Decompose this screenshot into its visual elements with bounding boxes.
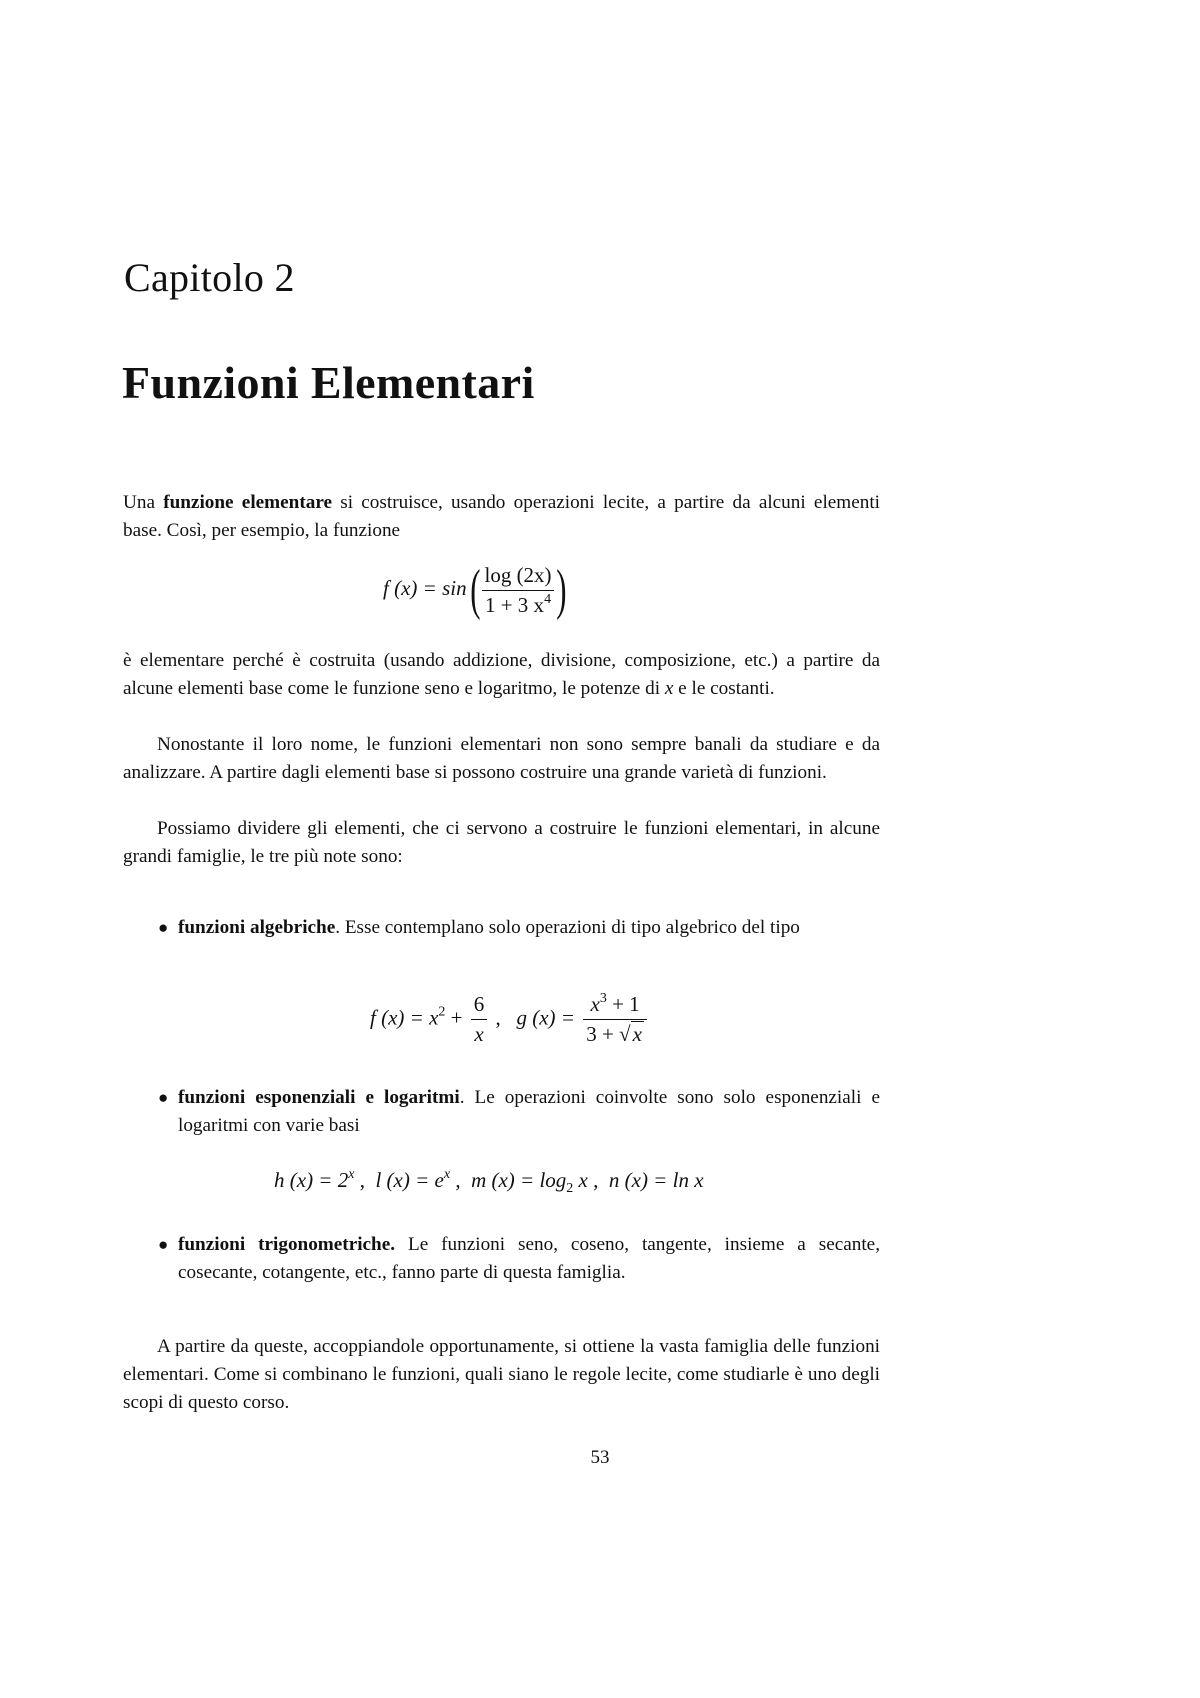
g-numerator	[587, 992, 642, 1019]
list-item-text	[178, 914, 880, 942]
equation-main-numerator: log (2x)	[484, 562, 552, 587]
intro-bold-term: funzione elementare	[163, 492, 333, 513]
separator: ,	[587, 1168, 599, 1192]
list-item-bold: funzioni esponenziali e logaritmi	[178, 1087, 460, 1108]
g-den-radicand: x	[632, 1022, 642, 1046]
list-item-text	[178, 1231, 880, 1287]
chapter-title: Funzioni Elementari	[122, 357, 535, 408]
f-fraction	[471, 992, 488, 1047]
equation-main-fraction	[481, 563, 554, 618]
h-exp: x	[348, 1167, 355, 1182]
g-num-rest: + 1	[606, 992, 640, 1016]
equation-algebraic	[370, 992, 650, 1047]
paragraph-1-text-b: e le costanti.	[673, 678, 775, 699]
left-paren: (	[470, 559, 481, 621]
n-function: n (x) = ln x	[608, 1168, 704, 1192]
g-fraction	[583, 992, 647, 1047]
paragraph-1-var: x	[664, 678, 674, 699]
f-lhs: f (x) = x	[370, 1005, 439, 1030]
g-denominator	[583, 1019, 647, 1047]
bullet-icon: ●	[158, 1235, 169, 1254]
equation-main-denominator-exp: 4	[544, 591, 552, 607]
list-item-bold: funzioni algebriche	[178, 917, 336, 938]
bullet-icon: ●	[158, 918, 169, 937]
equation-main	[383, 559, 567, 621]
page-number: 53	[590, 1447, 610, 1468]
paragraph-1-text-a: è elementare perché è costruita (usando addizione, divisione, composizione, etc.) a partire da alcune elementi base come le funzione seno e logaritmo, le potenze di	[123, 650, 880, 699]
equation-main-denominator	[482, 590, 554, 618]
paragraph-1	[123, 647, 880, 703]
bullet-icon: ●	[158, 1088, 169, 1107]
list-item-body: Le funzioni seno, coseno, tangente, insieme a secante, cosecante, cotangente, etc., fanno parte di questa famiglia.	[178, 1234, 880, 1283]
h-function: h (x) = 2	[274, 1168, 349, 1192]
chapter-label: Capitolo 2	[124, 255, 295, 300]
paragraph-2: Nonostante il loro nome, le funzioni elementari non sono sempre banali da studiare e da analizzare. A partire dagli elementi base si possono costruire una grande varietà di funzioni.	[123, 734, 880, 783]
intro-text-b: si costruisce, usando operazioni lecite, a partire da alcuni elementi base. Così, per esempio, la funzione	[123, 492, 880, 541]
m-sub: 2	[566, 1181, 574, 1196]
l-function: l (x) = e	[375, 1168, 444, 1192]
list-item-bold: funzioni trigonometriche.	[178, 1234, 396, 1255]
f-denominator: x	[471, 1019, 486, 1047]
separator: ,	[450, 1168, 461, 1192]
f-numerator: 6	[473, 992, 485, 1016]
g-den-base: 3 + √	[586, 1022, 631, 1046]
separator: ,	[490, 1005, 501, 1030]
right-paren: )	[555, 559, 567, 621]
equation-main-lhs: f (x) = sin	[383, 575, 467, 600]
m-function: m (x) = log	[471, 1168, 567, 1192]
m-end: x	[573, 1168, 588, 1192]
intro-text-a: Una	[123, 492, 164, 513]
l-exp: x	[443, 1167, 451, 1182]
closing-paragraph: A partire da queste, accoppiandole opportunamente, si ottiene la vasta famiglia delle funzioni elementari. Come si combinano le funzioni, quali siano le regole lecite, come studiarle è uno degli scopi di questo corso.	[123, 1336, 880, 1413]
list-item-text	[178, 1084, 880, 1140]
equation-exponential	[274, 1167, 704, 1196]
list-item-body: . Esse contemplano solo operazioni di tipo algebrico del tipo	[335, 917, 800, 938]
paragraph-3: Possiamo dividere gli elementi, che ci servono a costruire le funzioni elementari, in alcune grandi famiglie, le tre più note sono:	[123, 818, 880, 867]
intro-paragraph	[123, 489, 880, 545]
g-num-exp: 3	[599, 991, 607, 1006]
separator: ,	[354, 1168, 365, 1192]
list-item-body: . Le operazioni coinvolte sono solo esponenziali e logaritmi con varie basi	[178, 1087, 880, 1136]
g-lhs: g (x) =	[516, 1005, 575, 1030]
g-num-var: x	[590, 992, 600, 1016]
f-exp: 2	[438, 1004, 446, 1020]
equation-main-denominator-base: 1 + 3 x	[484, 592, 545, 617]
f-plus: +	[445, 1005, 468, 1030]
